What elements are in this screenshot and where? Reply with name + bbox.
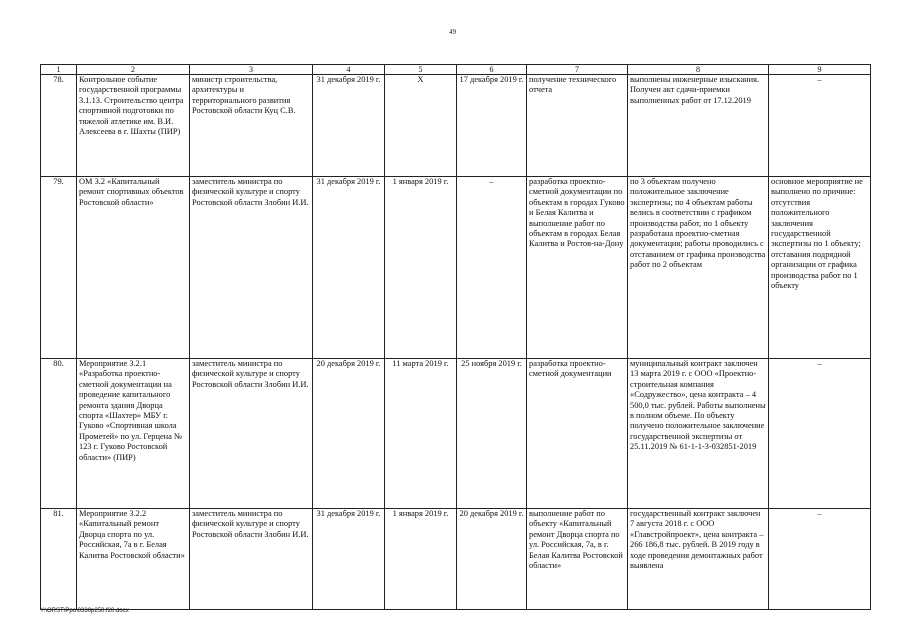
start-date-cell: 1 января 2019 г. (385, 509, 457, 610)
event-cell: ОМ 3.2 «Капитальный ремонт спортивных объектов Ростовской области» (77, 177, 190, 359)
row-number: 80. (41, 359, 77, 509)
header-row (41, 65, 871, 75)
end-date-cell: 17 декабря 2019 г. (457, 75, 527, 177)
row-number: 81. (41, 509, 77, 610)
responsible-cell: заместитель министра по физической культуре и спорту Ростовской области Злобин И.И. (190, 177, 313, 359)
end-date-cell: 25 ноября 2019 г. (457, 359, 527, 509)
responsible-cell: министр строительства, архитектуры и территориального развития Ростовской области Куц С.В. (190, 75, 313, 177)
table-row (41, 177, 871, 359)
column-header: 1 (41, 65, 77, 75)
plan-date-cell: 31 декабря 2019 г. (313, 177, 385, 359)
reasons-cell: – (769, 509, 871, 610)
reasons-cell: основное мероприятие не выполнено по причине: отсутствия положительного заключения государственной экспертизы по 1 объекту; отставания подрядной организации от графика производства работ по 1 объекту (769, 177, 871, 359)
responsible-cell: заместитель министра по физической культуре и спорту Ростовской области Злобин И.И. (190, 509, 313, 610)
start-date-cell: 1 января 2019 г. (385, 177, 457, 359)
result-fact-cell: по 3 объектам получено положительное заключение экспертизы; по 4 объектам работы велись в соответствии с графиком производства работ, по 1 объекту разработана проектно-сметная документация; работы проводились с отставанием от графика производства работ по 2 объектам (628, 177, 769, 359)
report-table (40, 64, 871, 610)
result-plan-cell: разработка проектно-сметной документации по объектам в городах Гуково и Белая Калитва и выполнение работ по объектам в городах Белая Калитва и Ростов-на-Дону (527, 177, 628, 359)
page-number: 49 (449, 28, 456, 36)
table-row (41, 75, 871, 177)
column-header: 6 (457, 65, 527, 75)
table-row (41, 359, 871, 509)
event-cell: Мероприятие 3.2.1 «Разработка проектно-сметной документации на проведение капитального ремонта здания Дворца спорта «Шахтер» МБУ г. Гуково «Спортивная школа Прометей» по ул. Герцена № 123 г. Гуково Ростовской области» (ПИР) (77, 359, 190, 509)
result-plan-cell: получение технического отчета (527, 75, 628, 177)
result-fact-cell: выполнены инженерные изыскания. Получен акт сдачи-приемки выполненных работ от 17.12.2019 (628, 75, 769, 177)
row-number: 79. (41, 177, 77, 359)
reasons-cell: – (769, 359, 871, 509)
table-row (41, 509, 871, 610)
column-header: 3 (190, 65, 313, 75)
start-date-cell: Х (385, 75, 457, 177)
end-date-cell: 20 декабря 2019 г. (457, 509, 527, 610)
reasons-cell: – (769, 75, 871, 177)
row-number: 78. (41, 75, 77, 177)
plan-date-cell: 31 декабря 2019 г. (313, 75, 385, 177)
document-file-path: Y:\ORST\Ppo\0330p250.f20.docx (40, 608, 129, 614)
plan-date-cell: 20 декабря 2019 г. (313, 359, 385, 509)
end-date-cell: – (457, 177, 527, 359)
column-header: 7 (527, 65, 628, 75)
column-header: 4 (313, 65, 385, 75)
event-cell: Контрольное событие государственной программы 3.1.13. Строительство центра спортивной подготовки по тяжелой атлетике им. В.И. Алексеева в г. Шахты (ПИР) (77, 75, 190, 177)
result-plan-cell: выполнение работ по объекту «Капитальный ремонт Дворца спорта по ул. Российская, 7а, в г. Белая Калитва Ростовской области» (527, 509, 628, 610)
result-fact-cell: муниципальный контракт заключен 13 марта 2019 г. с ООО «Проектно-строительная компания «Содружество», цена контракта – 4 500,0 тыс. рублей. Работы выполнены в полном объеме. По объекту получено положительное заключение государственной экспертизы от 25.11.2019 № 61-1-1-3-032851-2019 (628, 359, 769, 509)
column-header: 5 (385, 65, 457, 75)
plan-date-cell: 31 декабря 2019 г. (313, 509, 385, 610)
event-cell: Мероприятие 3.2.2 «Капитальный ремонт Дворца спорта по ул. Российская, 7а в г. Белая Калитва Ростовской области» (77, 509, 190, 610)
column-header: 2 (77, 65, 190, 75)
column-header: 8 (628, 65, 769, 75)
result-fact-cell: государственный контракт заключен 7 августа 2018 г. с ООО «Главстройпроект», цена контракта – 266 186,8 тыс. рублей. В 2019 году в ходе проведения демонтажных работ выявлена (628, 509, 769, 610)
result-plan-cell: разработка проектно-сметной документации (527, 359, 628, 509)
column-header: 9 (769, 65, 871, 75)
start-date-cell: 11 марта 2019 г. (385, 359, 457, 509)
responsible-cell: заместитель министра по физической культуре и спорту Ростовской области Злобин И.И. (190, 359, 313, 509)
